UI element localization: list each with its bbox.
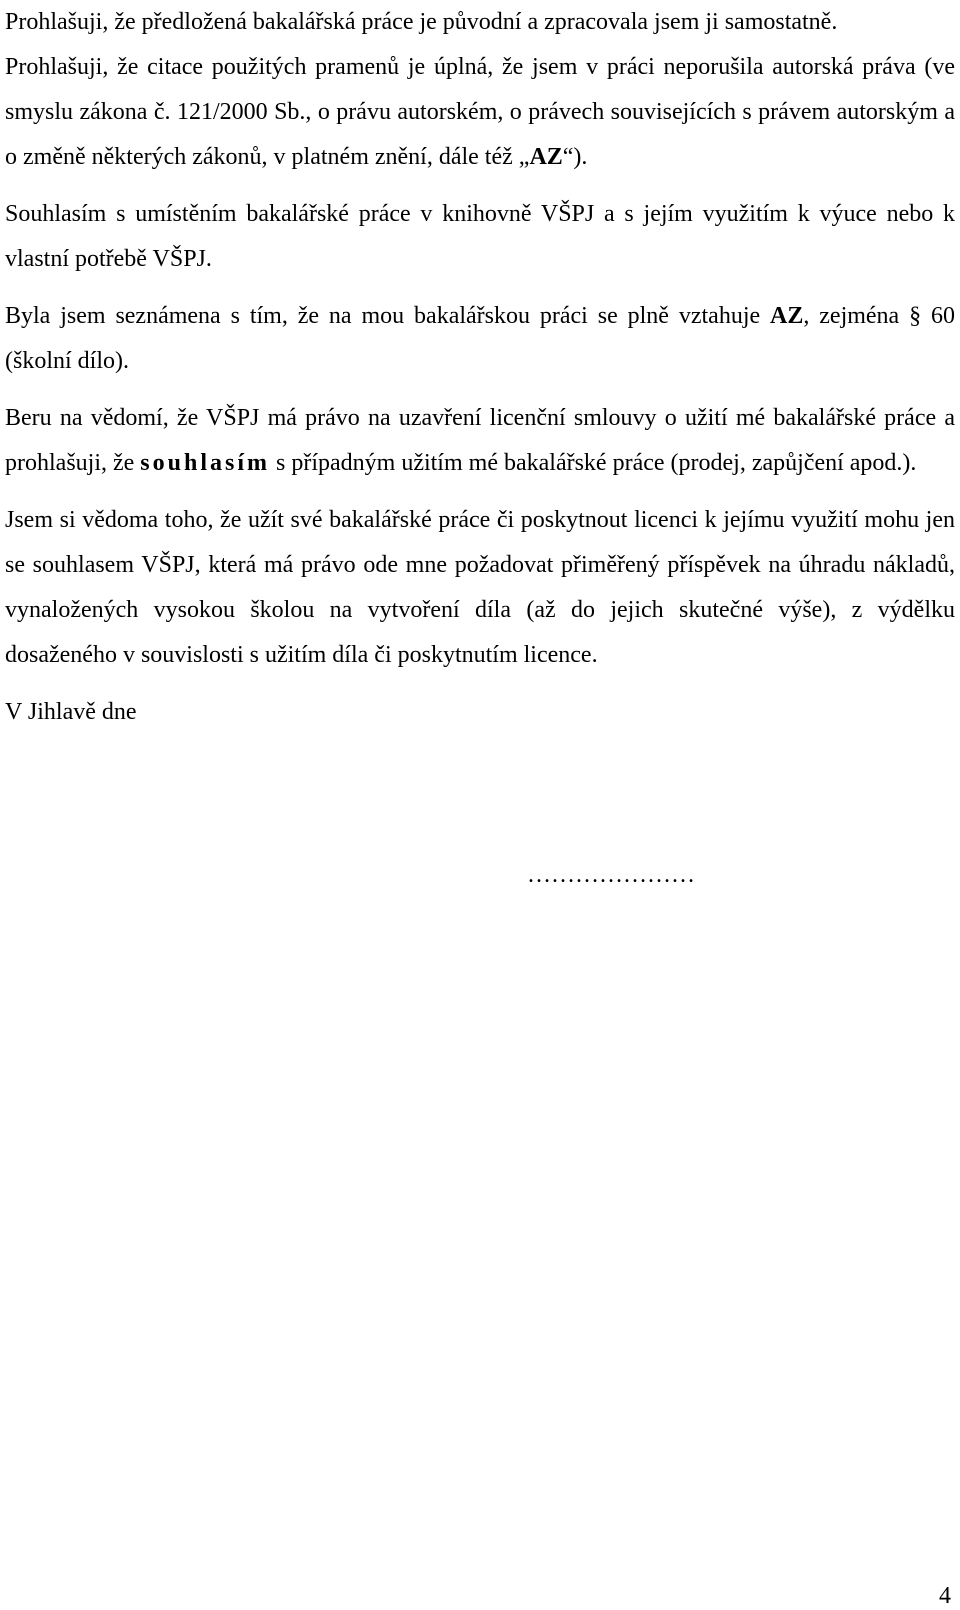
signature-line: ………………… <box>527 862 695 888</box>
license-usage-statement <box>5 498 955 678</box>
school-work-text-mid: , zejména <box>803 303 910 329</box>
az-abbreviation: AZ <box>770 303 804 329</box>
license-usage-text: Jsem si vědoma toho, že užít své bakalářské práce či poskytnout licenci k jejímu využití mohu jen se souhlasem VŠPJ, která má právo ode mne požadovat přiměřený příspěvek na úhradu nákladů, vynaložených vysokou školou na vytvoření díla (až do jejich skutečné výše), z výdělku dosaženého v souvislosti s užitím díla či poskytnutím licence. <box>5 507 955 668</box>
originality-statement-text: Prohlašuji, že předložená bakalářská práce je původní a zpracovala jsem ji samostatně. <box>5 9 838 35</box>
license-agreement-text-end: s případným užitím mé bakalářské práce (prodej, zapůjčení apod.). <box>270 450 917 476</box>
citation-statement-text: Prohlašuji, že citace použitých pramenů je úplná, že jsem v práci neporušila autorská práva (ve smyslu zákona č. 121/2000 Sb., o právu autorském, o právech souvisejících s právem autorským a o změně některých zákonů, v platném znění, dále též „ <box>5 54 955 170</box>
citation-statement <box>5 45 955 180</box>
consent-word: souhlasím <box>140 450 270 476</box>
place-date: V Jihlavě dne <box>5 699 137 725</box>
school-work-text-end: 60 (školní dílo). <box>5 303 956 374</box>
library-consent-text: Souhlasím s umístěním bakalářské práce v knihovně VŠPJ a s jejím využitím k výuce nebo k vlastní potřebě VŠPJ. <box>5 201 955 272</box>
library-consent-statement <box>5 192 955 282</box>
originality-statement <box>5 0 955 45</box>
school-work-statement <box>5 294 955 384</box>
citation-statement-end: “). <box>562 144 588 170</box>
az-abbreviation: AZ <box>529 144 563 170</box>
page-number: 4 <box>939 1583 951 1609</box>
license-agreement-text: Beru na vědomí, že VŠPJ má právo na uzavření licenční smlouvy o užití mé bakalářské práce a prohlašuji, že <box>5 405 955 476</box>
section-sign: § <box>909 303 922 329</box>
license-agreement-statement <box>5 396 955 486</box>
declaration-text <box>5 0 955 735</box>
school-work-text: Byla jsem seznámena s tím, že na mou bakalářskou práci se plně vztahuje <box>5 303 771 329</box>
